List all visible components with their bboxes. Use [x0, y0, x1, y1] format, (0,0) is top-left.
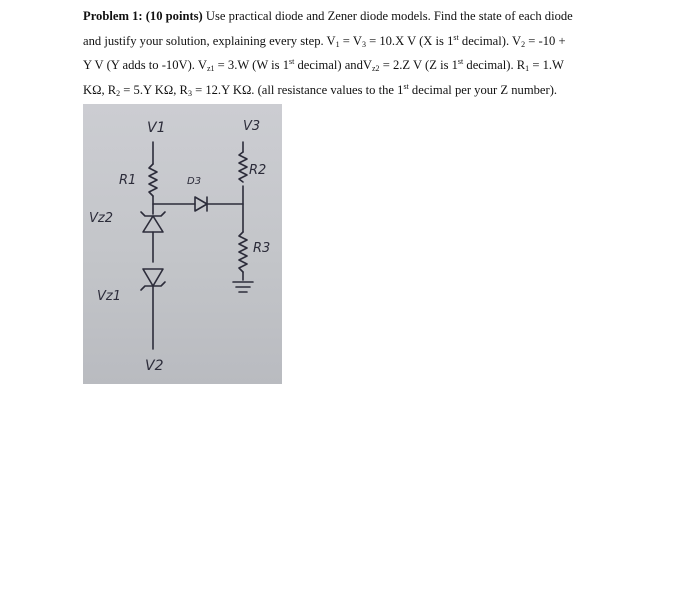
problem-text: KΩ, R: [83, 82, 117, 97]
r1-label: R1: [119, 173, 137, 188]
problem-text: = 3.W (W is 1: [214, 58, 290, 72]
subscript: 3: [361, 39, 366, 49]
r3-resistor-symbol: [239, 232, 247, 272]
problem-text: and justify your solution, explaining every step. V: [83, 33, 336, 48]
vz2-zener-symbol: [143, 216, 163, 232]
problem-statement: [83, 4, 623, 102]
problem-text: decimal). R: [463, 58, 526, 72]
vz1-label: Vz1: [97, 289, 121, 304]
vz1-zener-symbol: [143, 269, 163, 286]
v3-label: V3: [243, 119, 261, 134]
problem-text: = 2.Z V (Z is 1: [379, 58, 458, 72]
v1-label: V1: [147, 120, 166, 136]
subscript: z2: [372, 64, 380, 73]
problem-heading: Problem 1: (10 points): [83, 9, 203, 23]
ground-symbol: [233, 282, 253, 292]
problem-text: = -10 +: [525, 33, 566, 48]
subscript: 1: [525, 64, 530, 73]
d3-label: D3: [187, 176, 202, 187]
r2-label: R2: [249, 163, 267, 178]
problem-text: = 10.X V (X is 1: [365, 33, 454, 48]
superscript: st: [403, 81, 409, 91]
problem-line-4: [83, 78, 623, 103]
problem-line-2: [83, 29, 623, 54]
problem-text: = 12.Y KΩ. (all resistance values to the 1: [191, 82, 404, 97]
problem-text: = 5.Y KΩ, R: [120, 82, 188, 97]
subscript: 3: [187, 88, 192, 98]
circuit-diagram: [83, 104, 282, 384]
problem-line-3: [83, 53, 623, 78]
problem-text: = V: [339, 33, 362, 48]
v2-label: V2: [145, 358, 164, 374]
problem-text: decimal). V: [458, 33, 522, 48]
problem-line-1: [83, 4, 623, 29]
r1-resistor-symbol: [149, 164, 157, 196]
problem-text: Y V (Y adds to -10V). V: [83, 58, 207, 72]
r2-resistor-symbol: [239, 152, 247, 182]
circuit-photo: [83, 104, 282, 384]
superscript: st: [453, 32, 459, 42]
subscript: 1: [335, 39, 340, 49]
subscript: 2: [521, 39, 526, 49]
r3-label: R3: [253, 241, 271, 256]
problem-text: decimal per your Z number).: [408, 82, 558, 97]
subscript: z1: [206, 64, 215, 73]
problem-text: Use practical diode and Zener diode models. Find the state of each diode: [202, 9, 573, 23]
subscript: 2: [116, 88, 121, 98]
superscript: st: [289, 57, 295, 66]
superscript: st: [457, 57, 464, 66]
d3-diode-symbol: [195, 197, 207, 211]
vz2-label: Vz2: [89, 211, 113, 226]
problem-text: decimal) andV: [294, 58, 372, 72]
problem-text: = 1.W: [529, 58, 564, 72]
